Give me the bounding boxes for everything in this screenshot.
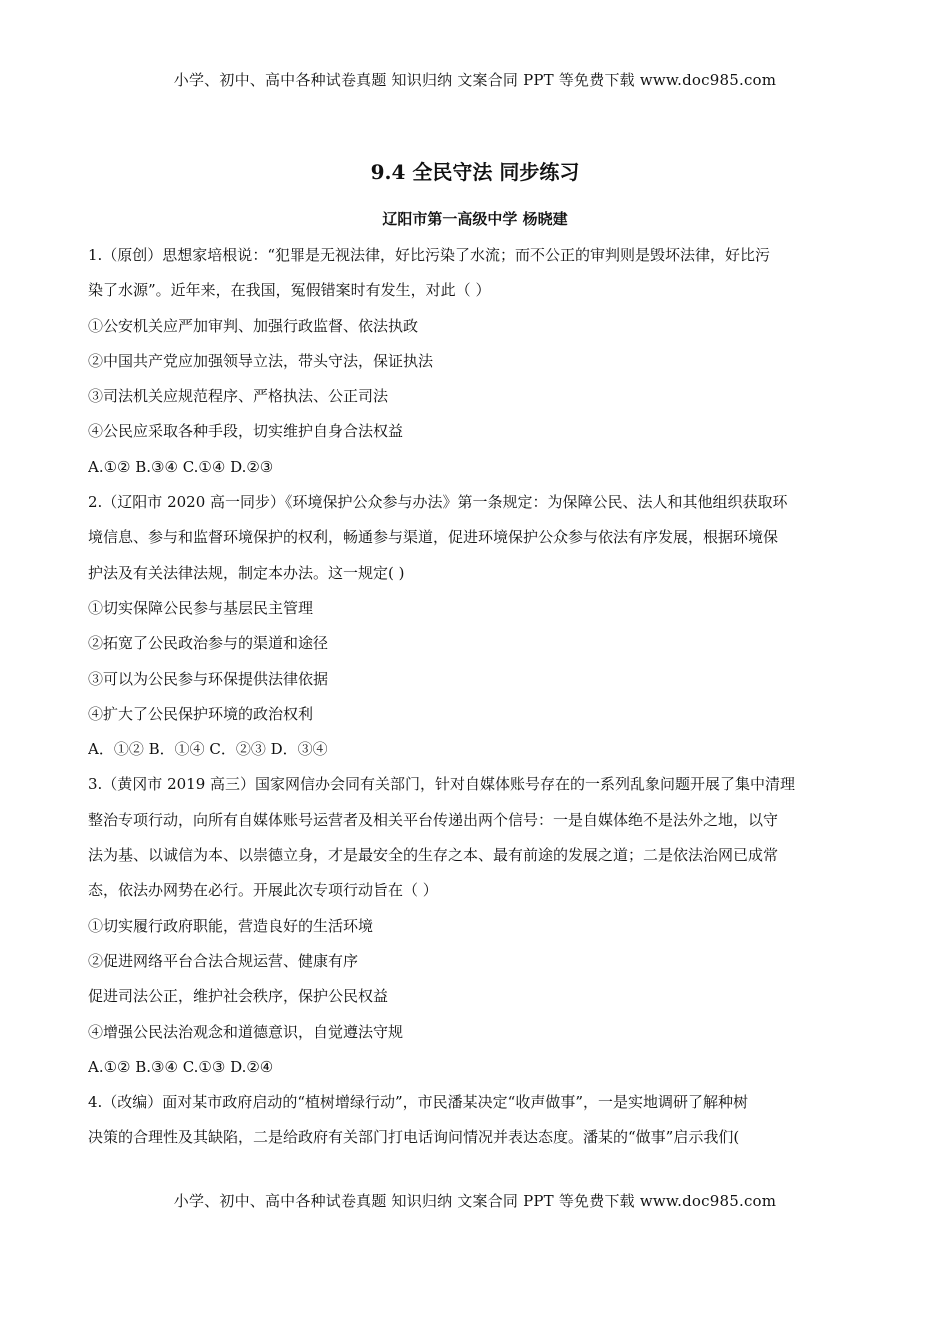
text-line: 法为基、以诚信为本、以崇德立身，才是最安全的生存之本、最有前途的发展之道；二是依法治网已成常 <box>88 846 779 865</box>
text-line: 决策的合理性及其缺陷，二是给政府有关部门打电话询问情况并表达态度。潘某的“做事”启示我们( <box>88 1128 740 1147</box>
answer-options: A.①② B.③④ C.①③ D.②④ <box>88 1057 274 1076</box>
text-line: ①切实保障公民参与基层民主管理 <box>88 598 314 617</box>
text-line: ②拓宽了公民政治参与的渠道和途径 <box>88 634 329 653</box>
text-line: 态，依法办网势在必行。开展此次专项行动旨在（ ） <box>88 881 438 900</box>
page-header: 小学、初中、高中各种试卷真题 知识归纳 文案合同 PPT 等免费下载 www.doc985.com <box>173 71 777 89</box>
text-line: 1.（原创）思想家培根说：“犯罪是无视法律，好比污染了水流；而不公正的审判则是毁坏法律，好比污 <box>88 246 770 264</box>
page-footer: 小学、初中、高中各种试卷真题 知识归纳 文案合同 PPT 等免费下载 www.doc985.com <box>173 1192 777 1210</box>
text-line: 3.（黄冈市 2019 高三）国家网信办会同有关部门，针对自媒体账号存在的一系列乱象问题开展了集中清理 <box>88 775 796 794</box>
author-line: 辽阳市第一高级中学 杨晓建 <box>382 210 568 228</box>
text-line: ④增强公民法治观念和道德意识，自觉遵法守规 <box>88 1022 404 1041</box>
text-line: 2.（辽阳市 2020 高一同步）《环境保护公众参与办法》第一条规定：为保障公民、法人和其他组织获取环 <box>88 493 788 512</box>
answer-options: A.①② B.③④ C.①④ D.②③ <box>88 457 274 476</box>
text-line: 护法及有关法律法规，制定本办法。这一规定( ) <box>88 563 405 582</box>
text-line: ④公民应采取各种手段，切实维护自身合法权益 <box>88 422 404 441</box>
text-line: ②促进网络平台合法合规运营、健康有序 <box>88 951 359 970</box>
answer-options: A．①② B．①④ C．②③ D．③④ <box>88 740 328 759</box>
text-line: ③司法机关应规范程序、严格执法、公正司法 <box>88 387 389 406</box>
text-line: 4.（改编）面对某市政府启动的“植树增绿行动”，市民潘某决定“收声做事”，一是实地调研了解种树 <box>88 1093 748 1112</box>
text-line: 境信息、参与和监督环境保护的权利，畅通参与渠道，促进环境保护公众参与依法有序发展，根据环境保 <box>88 528 779 547</box>
text-line: ①切实履行政府职能，营造良好的生活环境 <box>88 916 374 935</box>
text-line: ④扩大了公民保护环境的政治权利 <box>88 704 314 723</box>
text-line: ③可以为公民参与环保提供法律依据 <box>88 669 329 688</box>
text-line: 染了水源”。近年来，在我国，冤假错案时有发生，对此（ ） <box>88 281 491 300</box>
document-body <box>88 238 864 1156</box>
text-line: 促进司法公正，维护社会秩序，保护公民权益 <box>88 987 389 1006</box>
document-title: 9.4 全民守法 同步练习 <box>370 160 580 184</box>
text-line: ②中国共产党应加强领导立法，带头守法，保证执法 <box>88 351 434 370</box>
text-line: ①公安机关应严加审判、加强行政监督、依法执政 <box>88 316 419 335</box>
text-line: 整治专项行动，向所有自媒体账号运营者及相关平台传递出两个信号：一是自媒体绝不是法外之地，以守 <box>88 810 779 829</box>
